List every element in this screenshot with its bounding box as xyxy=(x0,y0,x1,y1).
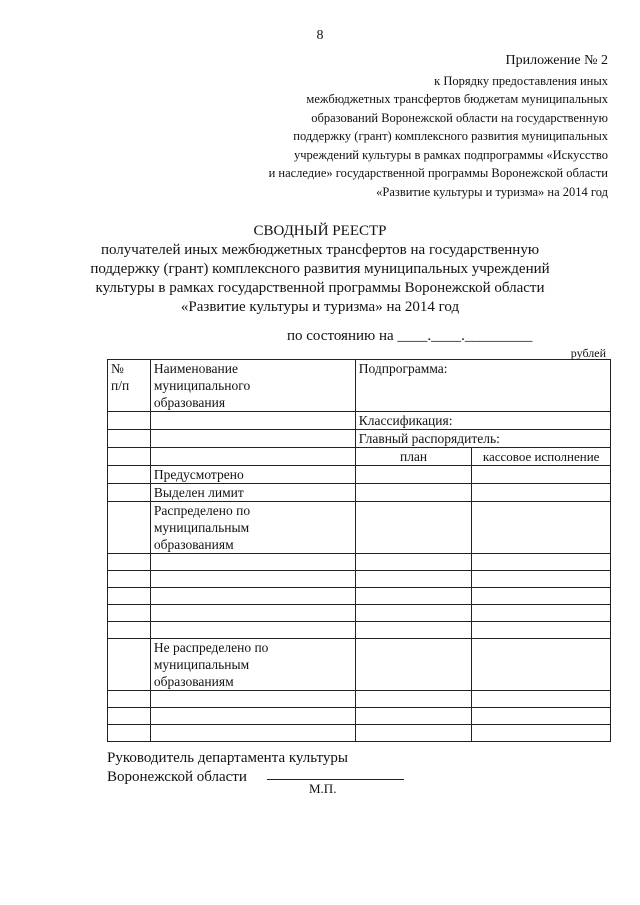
title-line: культуры в рамках государственной программы Воронежской области xyxy=(95,280,545,296)
table-row xyxy=(108,605,611,622)
table-row xyxy=(108,412,611,430)
table-row xyxy=(108,691,611,708)
row-distributed: Распределено по муниципальным образованиям xyxy=(150,502,355,554)
appendix-line: и наследие» государственной программы Воронежской области xyxy=(268,166,608,180)
appendix-line: образований Воронежской области на государственную xyxy=(311,110,608,125)
signature-title: Руководитель департамента культуры xyxy=(107,750,348,766)
appendix-heading: Приложение № 2 xyxy=(505,53,608,68)
title-main: СВОДНЫЙ РЕЕСТР xyxy=(253,223,387,239)
plan-header: план xyxy=(355,448,472,466)
appendix-line: учреждений культуры в рамках подпрограммы «Искусство xyxy=(294,147,608,162)
currency-unit: рублей xyxy=(570,346,606,360)
table-row xyxy=(108,430,611,448)
as-of-date: по состоянию на ____.____._________ xyxy=(287,328,533,344)
appendix-line: «Развитие культуры и туризма» на 2014 год xyxy=(376,184,608,199)
table-row xyxy=(108,622,611,639)
table-row xyxy=(108,502,611,554)
appendix-line: межбюджетных трансфертов бюджетам муниципальных xyxy=(306,92,608,106)
subprogram-header: Подпрограмма: xyxy=(355,360,610,412)
classification-header: Классификация: xyxy=(355,412,610,430)
cash-header: кассовое исполнение xyxy=(472,448,611,466)
document-title xyxy=(0,222,640,317)
manager-header: Главный распорядитель: xyxy=(355,430,610,448)
table-row xyxy=(108,571,611,588)
registry-table xyxy=(107,359,611,742)
appendix-line: поддержку (грант) комплексного развития муниципальных xyxy=(293,129,608,143)
table-row xyxy=(108,639,611,691)
stamp-label: М.П. xyxy=(309,781,337,796)
table-row xyxy=(108,588,611,605)
row-not-distributed: Не распределено по муниципальным образованиям xyxy=(150,639,355,691)
table-row xyxy=(108,484,611,502)
appendix-line: к Порядку предоставления иных xyxy=(434,73,608,88)
signature-org: Воронежской области xyxy=(107,769,247,785)
title-line: поддержку (грант) комплексного развития муниципальных учреждений xyxy=(90,261,550,277)
row-provided: Предусмотрено xyxy=(150,466,355,484)
title-line: «Развитие культуры и туризма» на 2014 год xyxy=(180,299,460,315)
appendix-block xyxy=(248,52,608,201)
page-number: 8 xyxy=(316,28,324,43)
table-row xyxy=(108,725,611,742)
table-row xyxy=(108,360,611,412)
table-row xyxy=(108,708,611,725)
signature-line xyxy=(267,779,404,780)
col-name-header: Наименование муниципального образования xyxy=(150,360,355,412)
title-line: получателей иных межбюджетных трансфертов на государственную xyxy=(100,242,540,258)
table-row xyxy=(108,554,611,571)
table-row xyxy=(108,466,611,484)
col-number-header: № п/п xyxy=(108,360,151,412)
table-row xyxy=(108,448,611,466)
row-limit: Выделен лимит xyxy=(150,484,355,502)
